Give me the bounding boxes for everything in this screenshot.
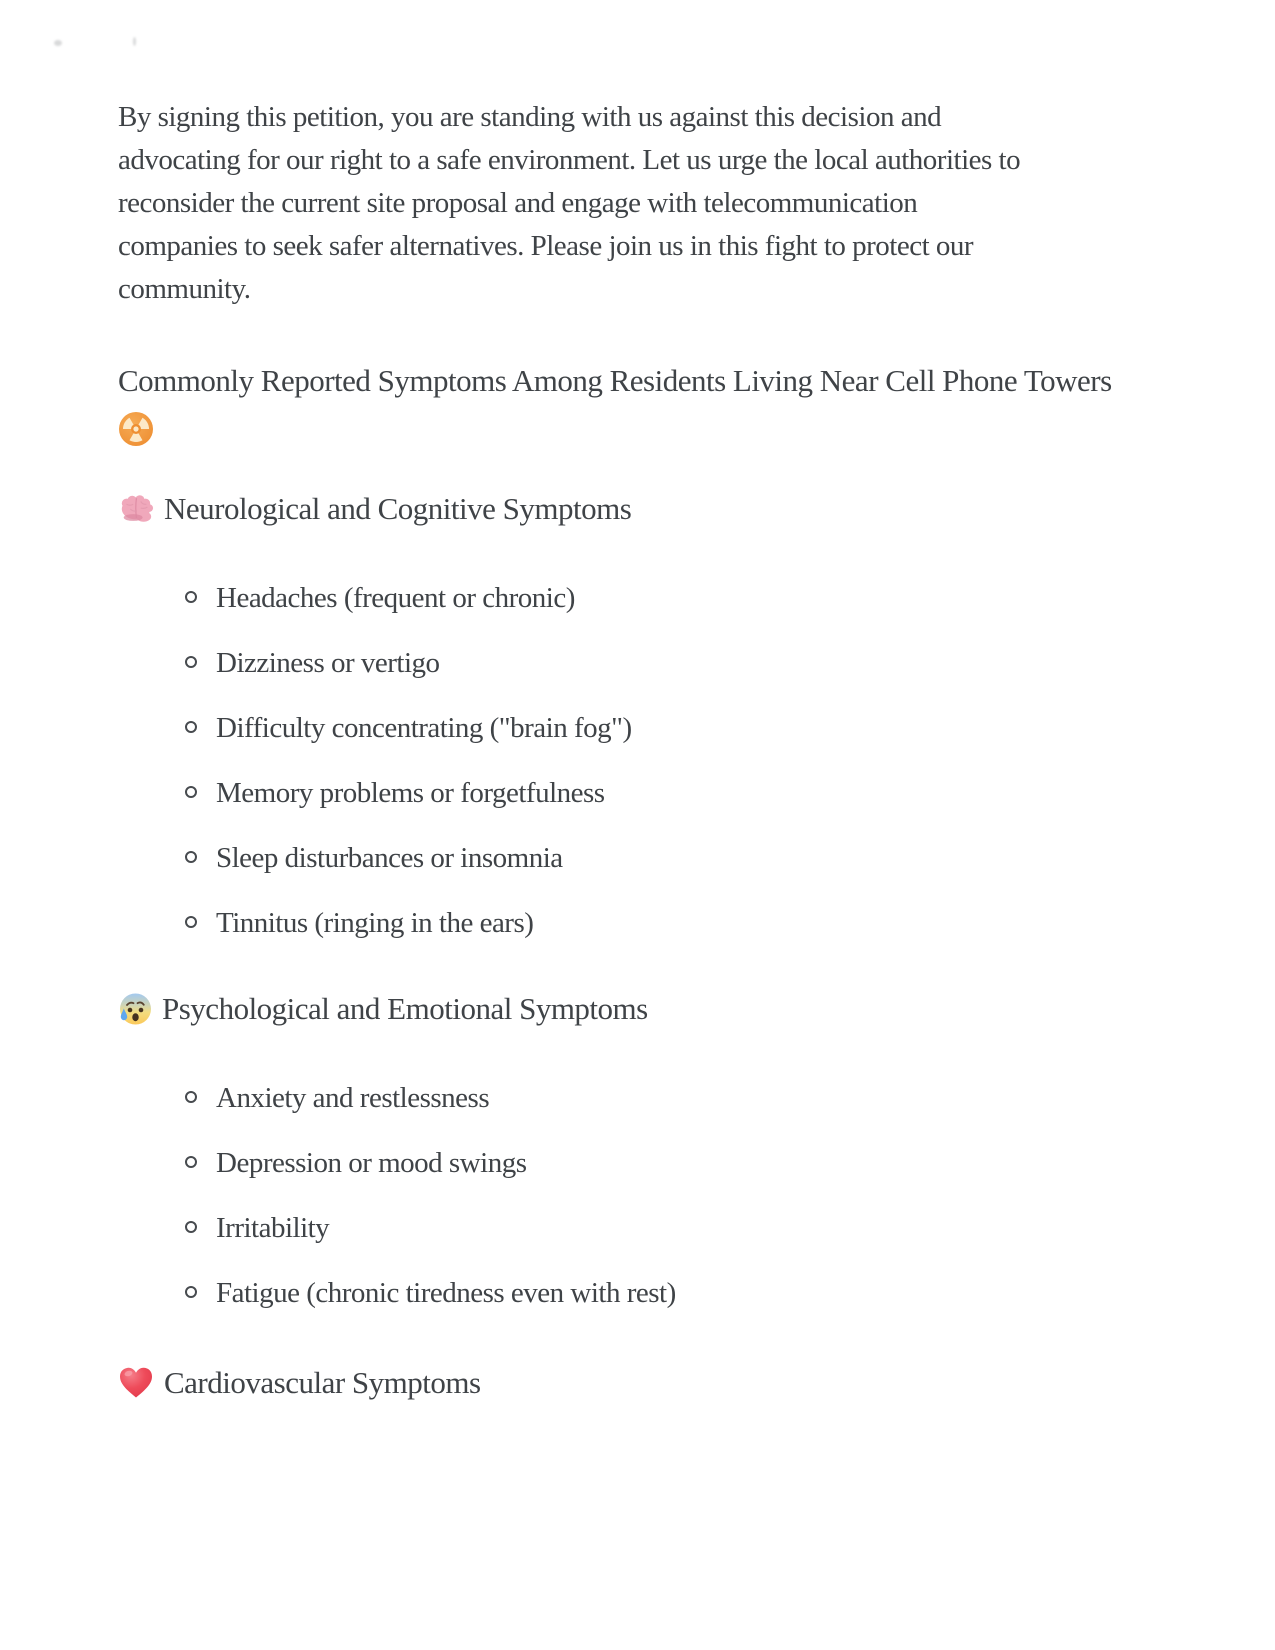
scan-speck <box>54 40 62 46</box>
section-heading-label: Psychological and Emotional Symptoms <box>162 991 648 1026</box>
paragraph-line: By signing this petition, you are standing with us against this decision and <box>118 101 942 133</box>
list-item <box>118 1148 1218 1179</box>
list-item-text: Irritability <box>216 1212 330 1244</box>
red-heart-emoji-icon <box>118 1366 154 1400</box>
section-heading-label: Cardiovascular Symptoms <box>164 1365 481 1400</box>
list-item-text: Tinnitus (ringing in the ears) <box>216 907 534 939</box>
paragraph-line: reconsider the current site proposal and engage with telecommunication <box>118 187 918 219</box>
list-item <box>118 778 1218 809</box>
radioactive-emoji-icon <box>118 411 154 447</box>
brain-emoji-icon <box>118 493 154 525</box>
list-item <box>118 1213 1218 1244</box>
list-item <box>118 583 1218 614</box>
paragraph-line: companies to seek safer alternatives. Please join us in this fight to protect our <box>118 230 974 262</box>
list-item <box>118 713 1218 744</box>
list-item-text: Memory problems or forgetfulness <box>216 777 605 809</box>
list-item-text: Headaches (frequent or chronic) <box>216 582 575 614</box>
list-item <box>118 908 1218 939</box>
section-heading-label: Neurological and Cognitive Symptoms <box>164 491 632 526</box>
anxious-face-emoji-icon <box>118 992 152 1026</box>
symptoms-heading <box>118 357 1218 453</box>
section-heading-neurological <box>118 485 1218 533</box>
paragraph-line: advocating for our right to a safe environment. Let us urge the local authorities to <box>118 144 1021 176</box>
list-item-text: Anxiety and restlessness <box>216 1082 490 1114</box>
section-heading-cardiovascular <box>118 1359 1218 1407</box>
list-item-text: Sleep disturbances or insomnia <box>216 842 563 874</box>
symptoms-heading-text: Commonly Reported Symptoms Among Residents Living Near Cell Phone Towers <box>118 363 1112 398</box>
intro-paragraph <box>118 96 1218 311</box>
paragraph-line: community. <box>118 273 251 305</box>
list-item-text: Depression or mood swings <box>216 1147 527 1179</box>
list-item <box>118 843 1218 874</box>
symptoms-heading-emoji-row <box>118 405 1218 453</box>
section-heading-psychological <box>118 985 1218 1033</box>
list-item <box>118 1083 1218 1114</box>
list-item-text: Difficulty concentrating ("brain fog") <box>216 712 632 744</box>
list-item-text: Dizziness or vertigo <box>216 647 440 679</box>
list-item <box>118 1278 1218 1309</box>
list-item-text: Fatigue (chronic tiredness even with rest) <box>216 1277 676 1309</box>
symptom-list-psychological <box>118 1083 1218 1309</box>
scan-speck <box>133 37 136 46</box>
symptom-list-neurological <box>118 583 1218 939</box>
list-item <box>118 648 1218 679</box>
